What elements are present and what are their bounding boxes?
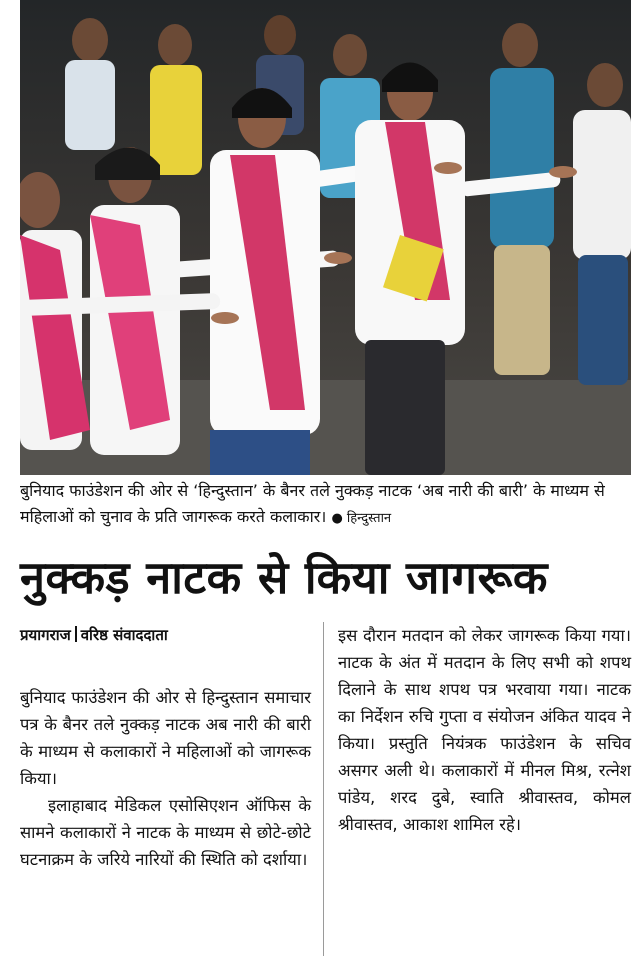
photo-caption bbox=[20, 478, 631, 532]
photo-crowd-oath-icon bbox=[20, 0, 631, 475]
article-paragraph-2: इलाहाबाद मेडिकल एसोसिएशन ऑफिस के सामने कलाकारों ने नाटक के माध्यम से छोटे-छोटे घटनाक्रम के जरिये नारियों की स्थिति को दर्शाया। bbox=[20, 796, 311, 869]
caption-text: बुनियाद फाउंडेशन की ओर से ‘हिन्दुस्तान’ के बैनर तले नुक्कड़ नाटक ‘अब नारी की बारी’ के माध्यम से महिलाओं को चुनाव के प्रति जागरूक करते कलाकार। bbox=[20, 481, 605, 526]
dateline-separator bbox=[75, 626, 77, 642]
dateline-place: प्रयागराज bbox=[20, 626, 71, 644]
column-divider bbox=[323, 622, 324, 956]
caption-credit: ● हिन्दुस्तान bbox=[331, 511, 392, 526]
article-paragraph-3: इस दौरान मतदान को लेकर जागरूक किया गया। नाटक के अंत में मतदान के लिए सभी को शपथ दिलाने के साथ शपथ पत्र भरवाया गया। नाटक का निर्देशन रुचि गुप्ता व संयोजन अंकित यादव ने किया। प्रस्तुति नियंत्रक फाउंडेशन के सचिव असगर अली थे। कलाकारों में मीनल मिश्र, रत्नेश पांडेय, शरद दुबे, स्वाति श्रीवास्तव, कोमल श्रीवास्तव, आकाश शामिल रहे। bbox=[338, 626, 631, 834]
headline: नुक्कड़ नाटक से किया जागरूक bbox=[20, 551, 548, 604]
dateline-byline: वरिष्ठ संवाददाता bbox=[80, 626, 168, 644]
article-column-left bbox=[20, 622, 311, 873]
dateline bbox=[20, 622, 311, 648]
news-photo bbox=[20, 0, 631, 475]
article-column-right bbox=[338, 622, 631, 838]
article-paragraph-1: बुनियाद फाउंडेशन की ओर से हिन्दुस्तान समाचार पत्र के बैनर तले नुक्कड़ नाटक अब नारी की बारी के माध्यम से कलाकारों ने महिलाओं को जागरूक किया। bbox=[20, 688, 311, 788]
